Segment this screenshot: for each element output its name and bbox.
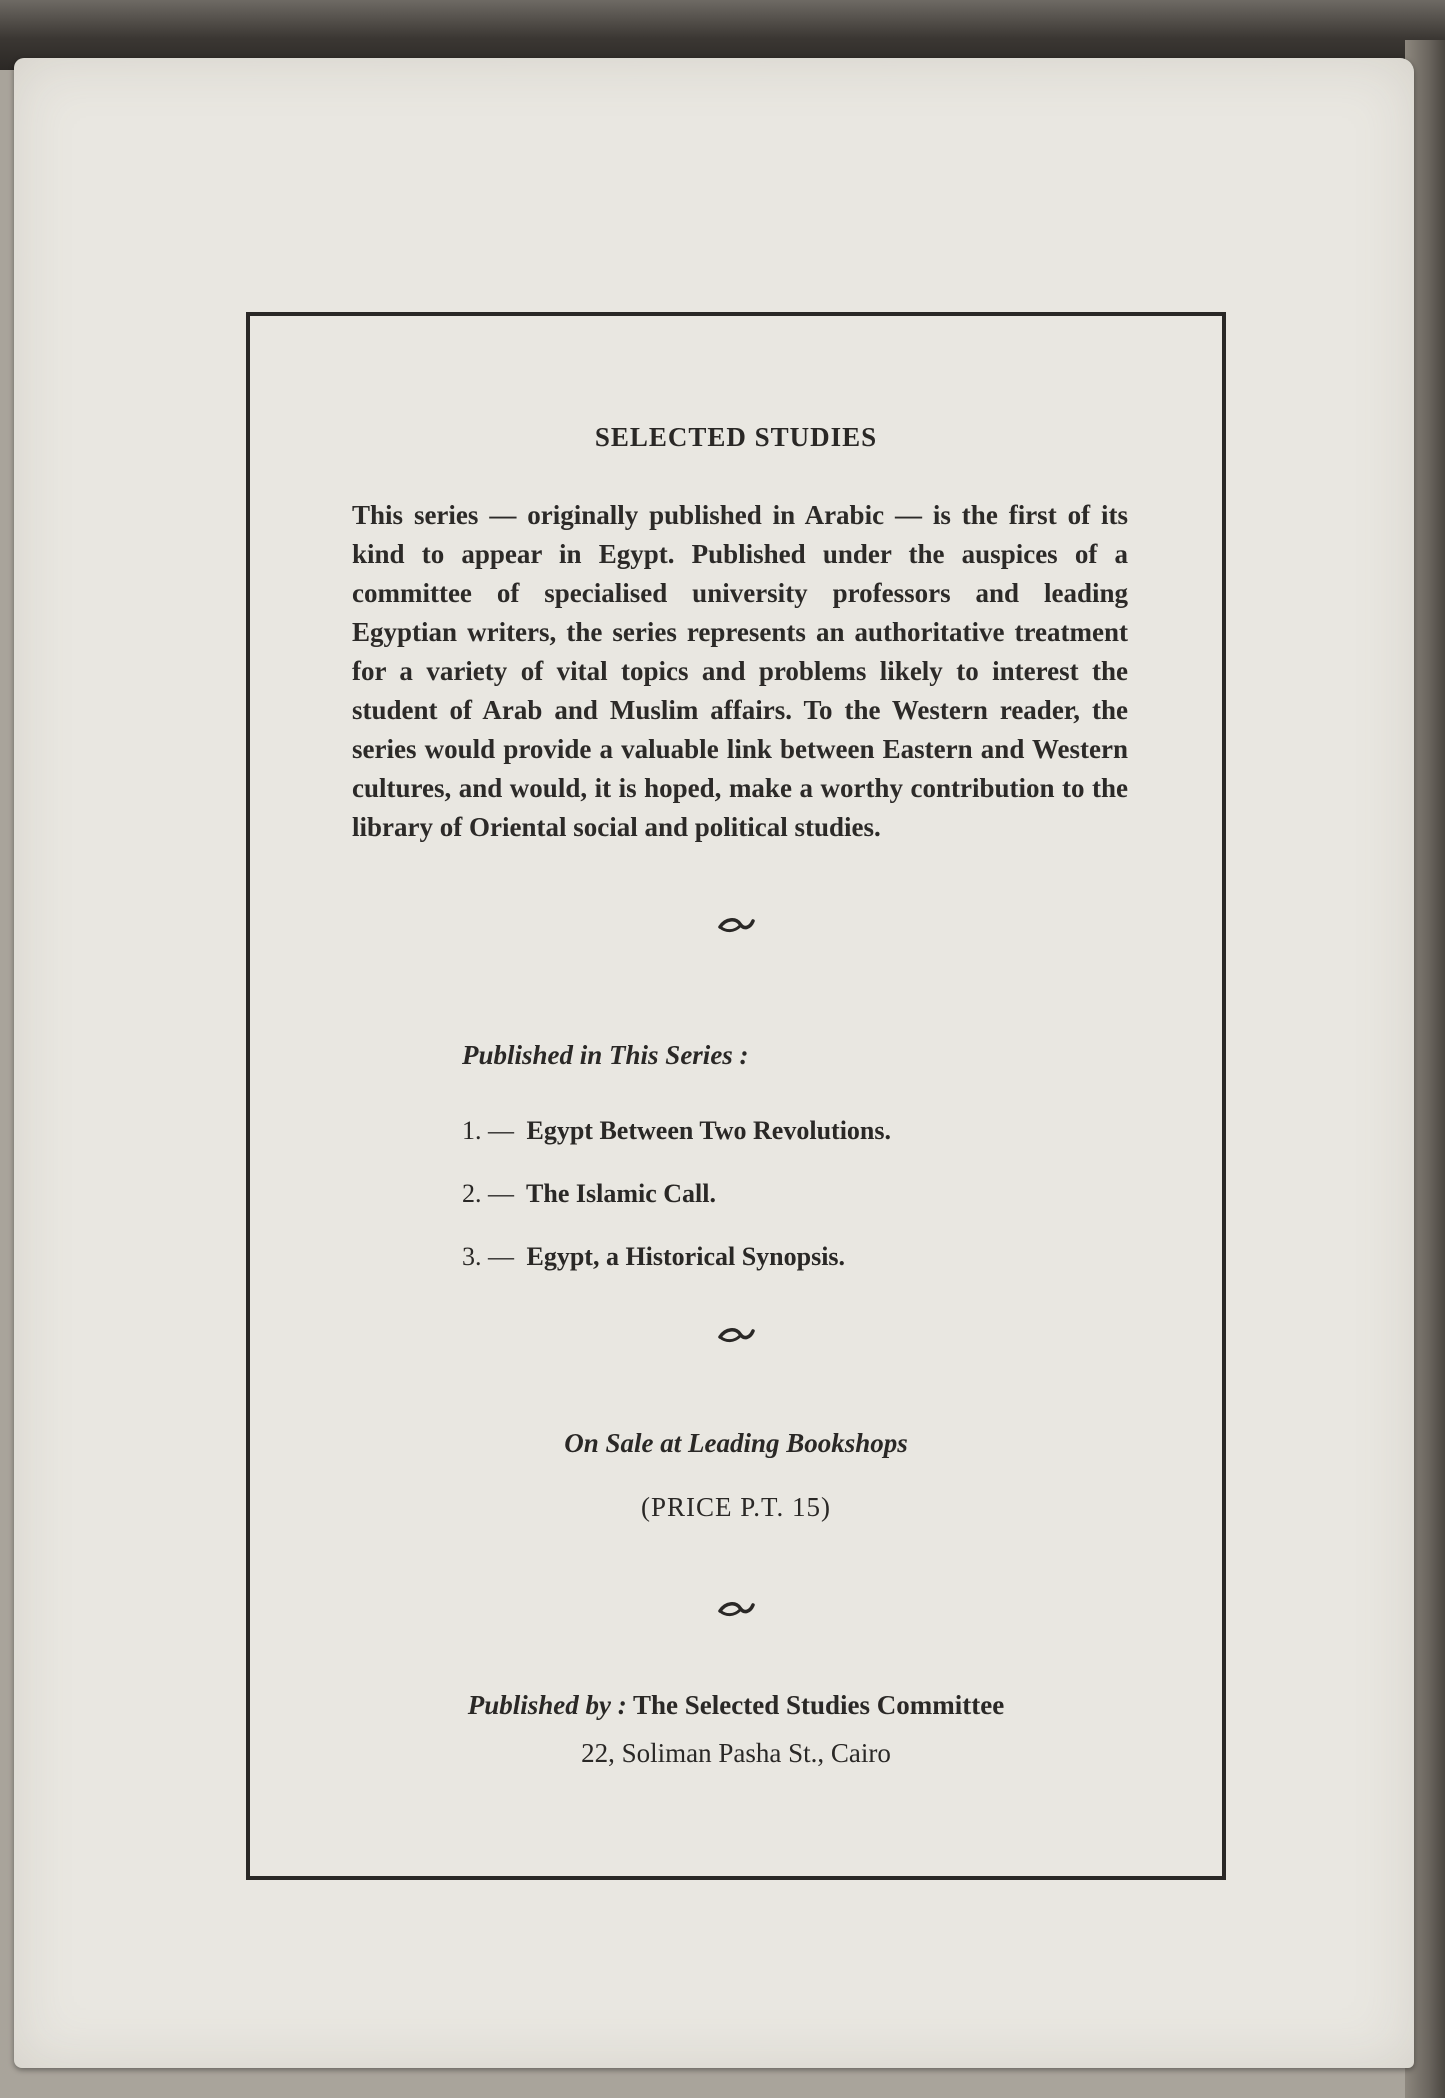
list-item-number: 1. — (462, 1116, 514, 1145)
ornament-icon (716, 1598, 756, 1620)
cover-frame (246, 312, 1226, 1880)
list-item-title: The Islamic Call. (526, 1179, 716, 1208)
series-description: This series — originally published in Arabic — is the first of its kind to appear in Egypt. Published under the auspices of a committee of specialised university professors and leading Egyptian writers, the series represents an authoritative treatment for a variety of vital topics and problems likely to interest the student of Arab and Muslim affairs. To the Western reader, the series would provide a valuable link between Eastern and Western cultures, and would, it is hoped, make a worthy contribution to the library of Oriental social and political studies. (352, 500, 1128, 842)
ornament-divider (250, 1598, 1222, 1622)
list-item-title: Egypt Between Two Revolutions. (526, 1116, 891, 1145)
publisher-line (250, 1690, 1222, 1721)
list-item-title: Egypt, a Historical Synopsis. (526, 1242, 846, 1271)
list-item (462, 1242, 891, 1305)
publisher-name: The Selected Studies Committee (633, 1690, 1005, 1720)
list-item-number: 2. — (462, 1179, 514, 1208)
series-list (462, 1116, 891, 1305)
publisher-label: Published by : (467, 1690, 627, 1720)
page-title: SELECTED STUDIES (594, 422, 878, 452)
ornament-icon (716, 914, 756, 936)
ornament-divider (250, 1324, 1222, 1348)
cover-content (250, 316, 1222, 1876)
price: (PRICE P.T. 15) (640, 1492, 831, 1522)
sale-notice: On Sale at Leading Bookshops (564, 1428, 908, 1458)
list-item-number: 3. — (462, 1242, 514, 1271)
ornament-icon (716, 1324, 756, 1346)
publisher-address: 22, Soliman Pasha St., Cairo (581, 1738, 891, 1768)
list-item (462, 1116, 891, 1179)
list-item (462, 1179, 891, 1242)
ornament-divider (250, 914, 1222, 938)
back-cover (14, 58, 1414, 2068)
series-heading: Published in This Series : (462, 1040, 749, 1070)
